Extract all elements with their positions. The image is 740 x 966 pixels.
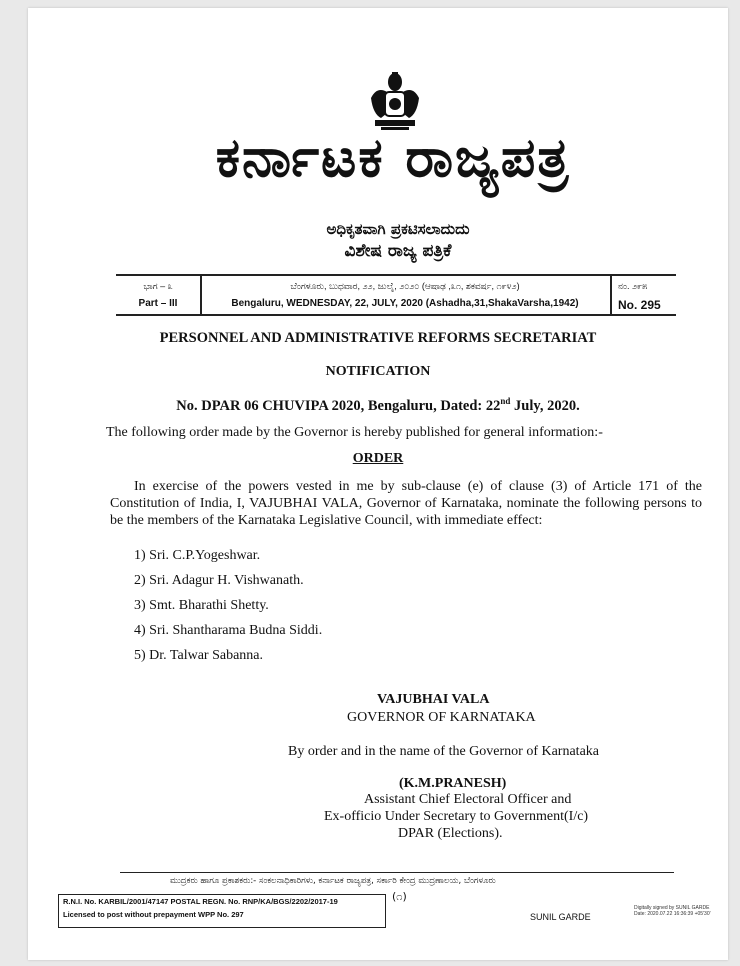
notification-heading: NOTIFICATION bbox=[325, 364, 431, 379]
order-heading: ORDER bbox=[352, 451, 404, 466]
officer-name: (K.M.PRANESH) bbox=[399, 776, 507, 791]
part-kannada: ಭಾಗ – ೩ bbox=[143, 281, 173, 291]
license-line: Licensed to post without prepayment WPP No. 297 bbox=[63, 910, 244, 919]
date-cell bbox=[202, 276, 608, 314]
registration-box bbox=[58, 894, 386, 928]
number-cell bbox=[610, 276, 678, 314]
gazette-masthead: ಕರ್ನಾಟಕ ರಾಜ್ಯಪತ್ರ bbox=[215, 126, 571, 189]
reference-suffix-ordinal: nd bbox=[500, 396, 511, 406]
rni-line: R.N.I. No. KARBIL/2001/47147 POSTAL REGN. No. RNP/KA/BGS/2202/2017-19 bbox=[63, 897, 338, 906]
reference-suffix: July, 2020. bbox=[510, 397, 580, 414]
number-kannada: ನಂ. ೨೯೫ bbox=[618, 281, 648, 291]
masthead-subtitle-extraordinary: ವಿಶೇಷ ರಾಜ್ಯ ಪತ್ರಿಕೆ bbox=[344, 241, 452, 261]
page-number: (೧) bbox=[392, 890, 407, 903]
by-order-line: By order and in the name of the Governor of Karnataka bbox=[288, 744, 599, 759]
footer-divider bbox=[120, 872, 674, 873]
part-cell bbox=[116, 276, 202, 314]
department-heading: PERSONNEL AND ADMINISTRATIVE REFORMS SECRETARIAT bbox=[159, 330, 597, 346]
member-3: 3) Smt. Bharathi Shetty. bbox=[134, 598, 269, 613]
digital-signature-stamp bbox=[634, 905, 711, 917]
officer-designation-3: DPAR (Elections). bbox=[398, 826, 503, 841]
intro-line: The following order made by the Governor is hereby published for general information:- bbox=[106, 425, 603, 440]
officer-designation-1: Assistant Chief Electoral Officer and bbox=[364, 792, 572, 807]
date-kannada: ಬೆಂಗಳೂರು, ಬುಧವಾರ, ೨೨, ಜುಲೈ, ೨೦೨೦ (ಆಷಾಢ ,೩೧, ಶಕವರ್ಷ, ೧೯೪೨) bbox=[290, 281, 520, 291]
part-english: Part – III bbox=[138, 298, 178, 309]
date-english: Bengaluru, WEDNESDAY, 22, JULY, 2020 (Ashadha,31,ShakaVarsha,1942) bbox=[231, 298, 579, 309]
digital-signature-line-2: Date: 2020.07.22 16:36:39 +05'30' bbox=[634, 911, 711, 917]
state-emblem-icon bbox=[363, 70, 427, 132]
member-5: 5) Dr. Talwar Sabanna. bbox=[134, 648, 264, 663]
printer-line: ಮುದ್ರಕರು ಹಾಗೂ ಪ್ರಕಾಶಕರು:- ಸಂಕಲನಾಧಿಕಾರಿಗಳು, ಕರ್ನಾಟಕ ರಾಜ್ಯಪತ್ರ, ಸರ್ಕಾರಿ ಕೇಂದ್ರ ಮುದ್ರಣಾಲಯ, ಬೆಂಗಳೂರು bbox=[170, 876, 496, 886]
member-4: 4) Sri. Shantharama Budna Siddi. bbox=[134, 623, 323, 638]
masthead-subtitle-published: ಅಧಿಕೃತವಾಗಿ ಪ್ರಕಟಿಸಲಾದುದು bbox=[326, 220, 470, 238]
member-1: 1) Sri. C.P.Yogeshwar. bbox=[134, 548, 261, 563]
officer-designation-2: Ex-officio Under Secretary to Government(I/c) bbox=[324, 809, 589, 824]
governor-title: GOVERNOR OF KARNATAKA bbox=[347, 710, 536, 725]
order-body: In exercise of the powers vested in me by sub-clause (e) of clause (3) of Article 171 of the Constitution of India, I, VAJUBHAI VALA, Governor of Karnataka, nominate the following persons to be the members of the Karnataka Legislative Council, with immediate effect: bbox=[110, 479, 702, 528]
notification-reference bbox=[28, 396, 728, 415]
signature-name: SUNIL GARDE bbox=[530, 912, 591, 922]
digital-signature-line-1: Digitally signed by SUNIL GARDE bbox=[634, 905, 710, 911]
number-english: No. 295 bbox=[618, 298, 661, 312]
issue-header-table bbox=[116, 274, 676, 316]
governor-name: VAJUBHAI VALA bbox=[377, 692, 490, 707]
member-2: 2) Sri. Adagur H. Vishwanath. bbox=[134, 573, 304, 588]
reference-prefix: No. DPAR 06 CHUVIPA 2020, Bengaluru, Dated: 22 bbox=[176, 397, 501, 414]
gazette-page bbox=[28, 8, 728, 960]
